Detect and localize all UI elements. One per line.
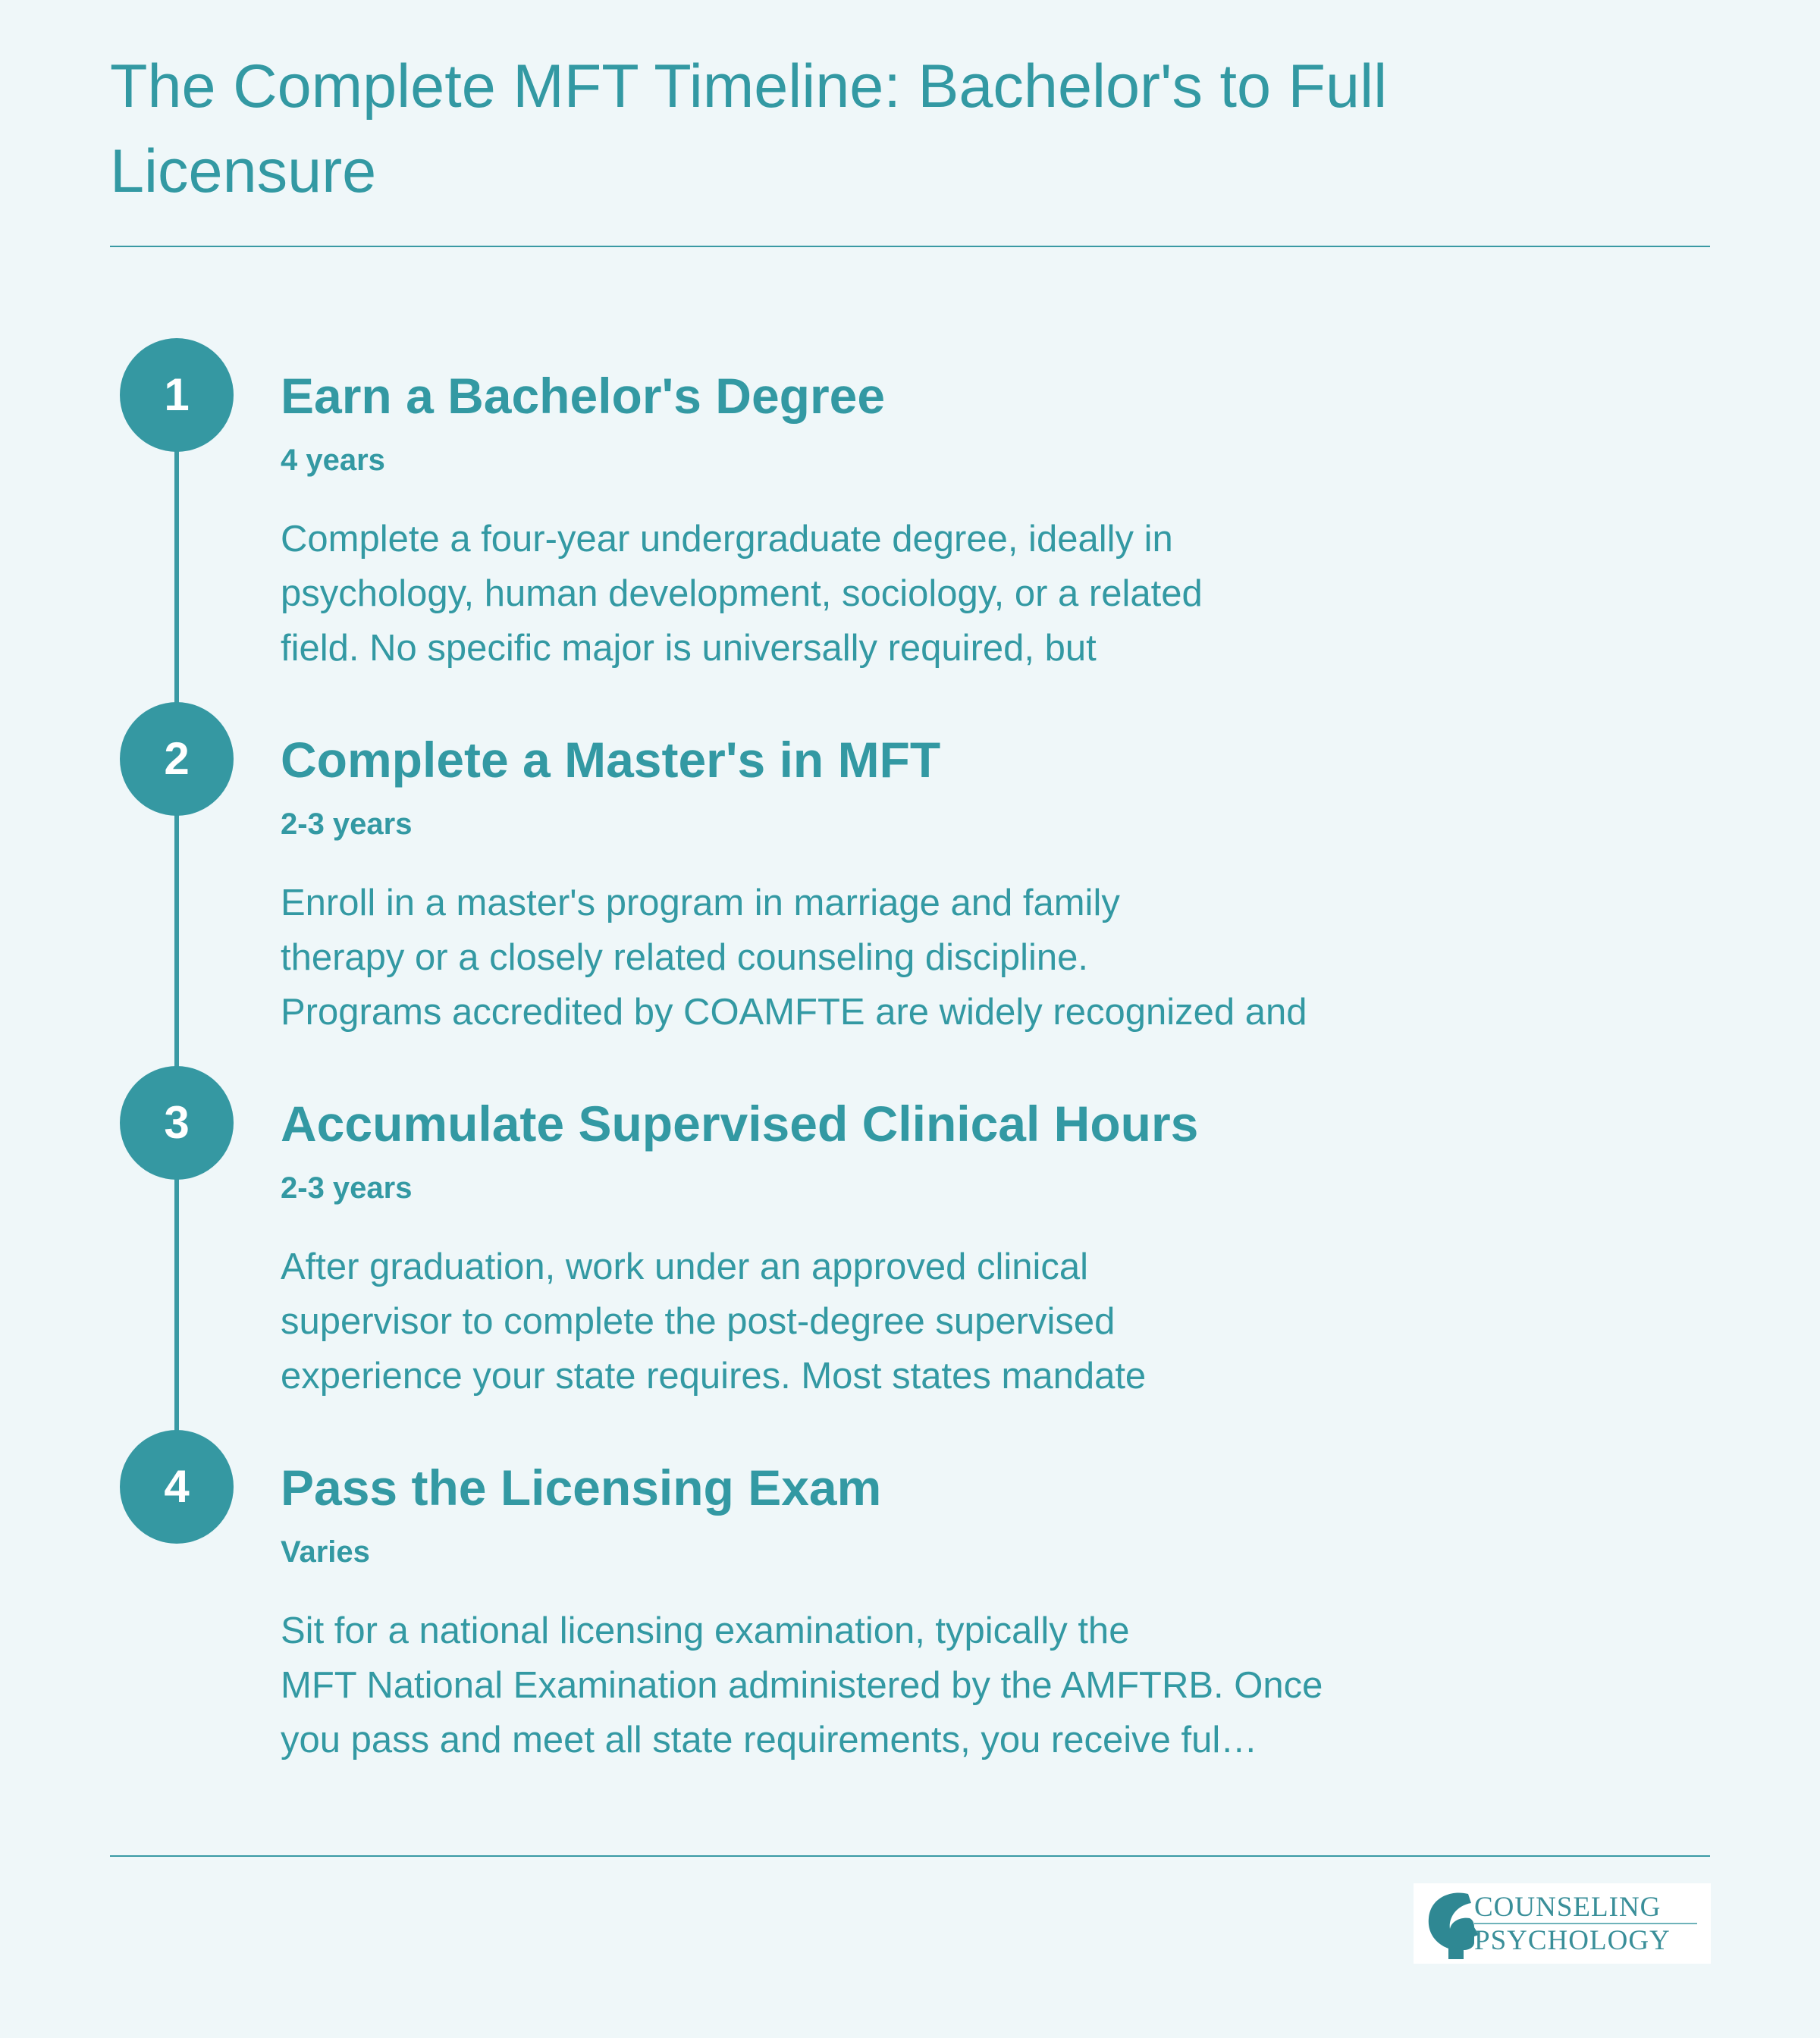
step-title: Accumulate Supervised Clinical Hours bbox=[281, 1096, 1199, 1152]
step-description bbox=[281, 512, 1203, 676]
description-line: Programs accredited by COAMFTE are widely recognized and bbox=[281, 992, 1307, 1033]
head-profile-icon bbox=[1414, 1883, 1482, 1964]
page-title: The Complete MFT Timeline: Bachelor's to Full Licensure bbox=[110, 52, 1388, 205]
logo-text-line2: PSYCHOLOGY bbox=[1474, 1925, 1671, 1956]
description-line: therapy or a closely related counseling discipline. bbox=[281, 937, 1088, 978]
step-number-badge: 3 bbox=[120, 1066, 234, 1180]
step-number-badge: 2 bbox=[120, 702, 234, 816]
header-divider bbox=[110, 246, 1710, 247]
timeline-connector bbox=[174, 440, 179, 705]
step-duration: 2-3 years bbox=[281, 807, 413, 841]
description-line: Complete a four-year undergraduate degree, ideally in bbox=[281, 519, 1173, 560]
description-line: field. No specific major is universally required, but bbox=[281, 628, 1097, 669]
description-line: experience your state requires. Most states mandate bbox=[281, 1356, 1147, 1397]
counseling-psychology-logo bbox=[1414, 1883, 1711, 1964]
logo-text-line1: COUNSELING bbox=[1474, 1892, 1662, 1923]
step-title: Pass the Licensing Exam bbox=[281, 1460, 882, 1516]
timeline-connector bbox=[174, 1168, 179, 1433]
step-title: Complete a Master's in MFT bbox=[281, 732, 941, 788]
step-duration: 2-3 years bbox=[281, 1171, 413, 1205]
description-line: After graduation, work under an approved clinical bbox=[281, 1246, 1089, 1287]
step-number-badge: 1 bbox=[120, 338, 234, 452]
step-duration: 4 years bbox=[281, 444, 385, 477]
step-description bbox=[281, 1240, 1146, 1403]
step-description bbox=[281, 1604, 1323, 1767]
description-line: MFT National Examination administered by the AMFTRB. Once bbox=[281, 1665, 1323, 1706]
timeline-connector bbox=[174, 804, 179, 1069]
description-line: supervisor to complete the post-degree supervised bbox=[281, 1301, 1116, 1342]
footer-divider bbox=[110, 1855, 1710, 1857]
step-description bbox=[281, 876, 1307, 1039]
description-line: psychology, human development, sociology, or a related bbox=[281, 573, 1203, 614]
description-line: Enroll in a master's program in marriage and family bbox=[281, 883, 1120, 923]
description-line: Sit for a national licensing examination, typically the bbox=[281, 1610, 1130, 1651]
description-line: you pass and meet all state requirements, you receive ful… bbox=[281, 1720, 1258, 1761]
step-title: Earn a Bachelor's Degree bbox=[281, 368, 886, 424]
step-number-badge: 4 bbox=[120, 1430, 234, 1544]
step-duration: Varies bbox=[281, 1535, 370, 1569]
